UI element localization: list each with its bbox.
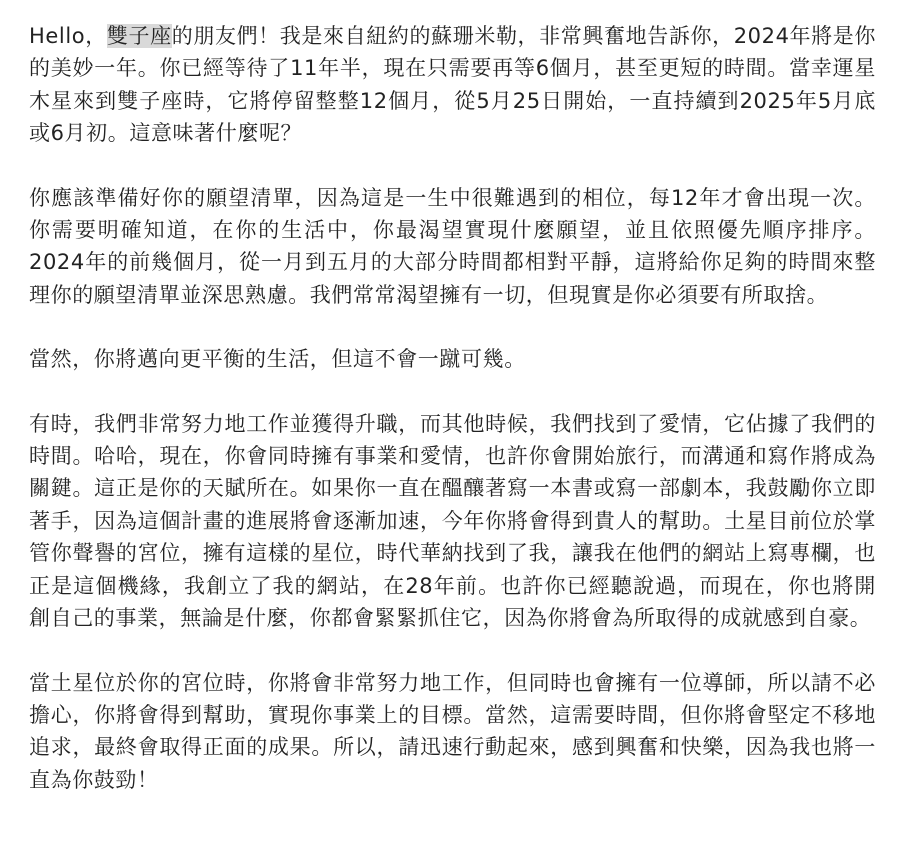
paragraph-balance: 當然，你將邁向更平衡的生活，但這不會一蹴可幾。: [29, 347, 526, 372]
highlighted-gemini-text[interactable]: 雙子座: [106, 24, 172, 48]
paragraph-saturn: 當土星位於你的宮位時，你將會非常努力地工作，但同時也會擁有一位導師，所以請不必擔心，你將會得到幫助，實現你事業上的目標。當然，這需要時間，但你將會堅定不移地追求，最終會取得正面的成果。所以，請迅速行動起來，感到興奮和快樂，因為我也將一直為你鼓勁！: [29, 670, 876, 792]
paragraph-wish-list: 你應該準備好你的願望清單，因為這是一生中很難遇到的相位，每12年才會出現一次。你需要明確知道，在你的生活中，你最渴望實現什麼願望，並且依照優先順序排序。2024年的前幾個月，從一月到五月的大部分時間都相對平靜，這將給你足夠的時間來整理你的願望清單並深思熟慮。我們常常渴望擁有一切，但現實是你必須要有所取捨。: [29, 185, 876, 307]
paragraph-intro: [29, 20, 876, 150]
greeting-text: Hello，: [29, 24, 107, 48]
paragraph-career-love: 有時，我們非常努力地工作並獲得升職，而其他時候，我們找到了愛情，它佔據了我們的時間。哈哈，現在，你會同時擁有事業和愛情，也許你會開始旅行，而溝通和寫作將成為關鍵。這正是你的天賦所在。如果你一直在醞釀著寫一本書或寫一部劇本，我鼓勵你立即著手，因為這個計畫的進展將會逐漸加速，今年你將會得到貴人的幫助。土星目前位於掌管你聲譽的宮位，擁有這樣的星位，時代華納找到了我，讓我在他們的網站上寫專欄，也正是這個機緣，我創立了我的網站，在28年前。也許你已經聽說過，而現在，你也將開創自己的事業，無論是什麼，你都會緊緊抓住它，因為你將會為所取得的成就感到自豪。: [29, 411, 876, 631]
intro-text: 的朋友們！我是來自紐約的蘇珊米勒，非常興奮地告訴你，2024年將是你的美妙一年。你已經等待了11年半，現在只需要再等6個月，甚至更短的時間。當幸運星木星來到雙子座時，它將停留整整12個月，從5月25日開始，一直持續到2025年5月底或6月初。這意味著什麼呢？: [29, 24, 877, 146]
